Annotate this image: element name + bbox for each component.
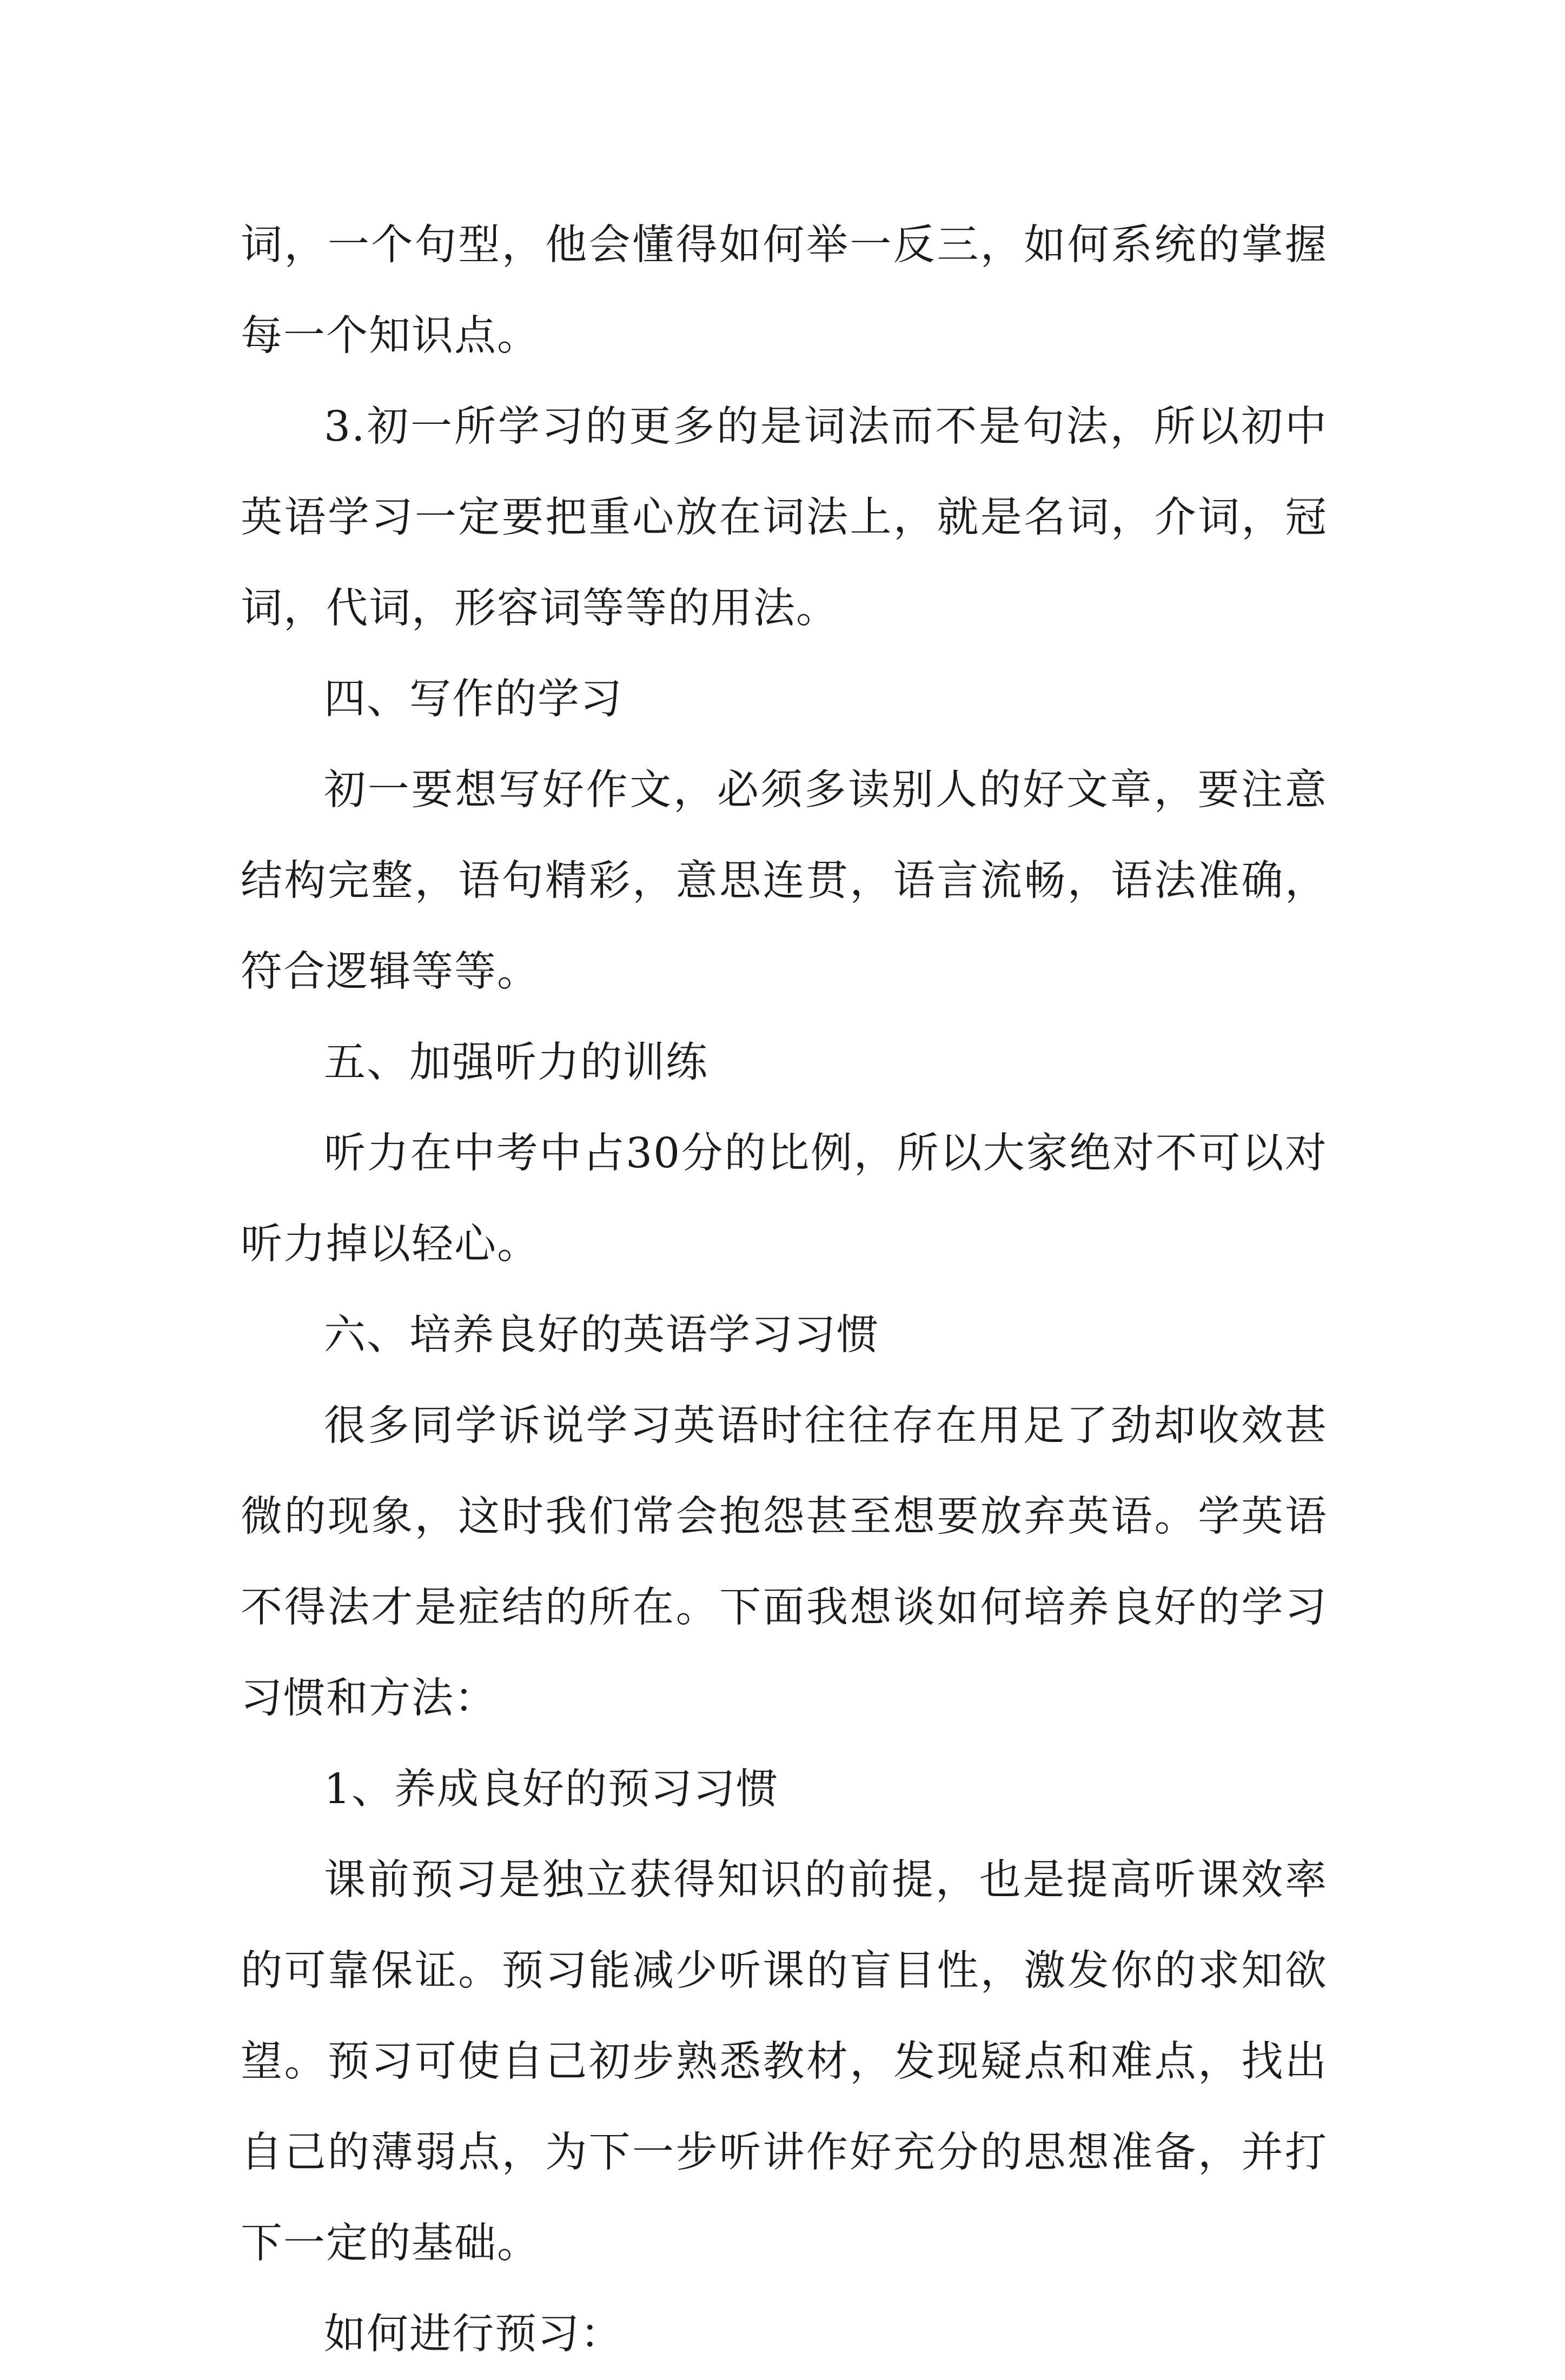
section-heading-writing: 四、写作的学习 bbox=[324, 675, 623, 723]
section-heading-habits: 六、培养良好的英语学习习惯 bbox=[324, 1311, 879, 1359]
paragraph-2: 3.初一所学习的更多的是词法而不是句法，所以初中英语学习一定要把重心放在词法上，就是名词，介词，冠词，代词，形容词等等的用法。 bbox=[241, 403, 1328, 633]
paragraph-4: 听力在中考中占30分的比例，所以大家绝对不可以对听力掉以轻心。 bbox=[241, 1129, 1328, 1268]
paragraph-1: 词，一个句型，他会懂得如何举一反三，如何系统的掌握每一个知识点。 bbox=[241, 221, 1328, 360]
paragraph-6: 课前预习是独立获得知识的前提，也是提高听课效率的可靠保证。预习能减少听课的盲目性，激发你的求知欲望。预习可使自己初步熟悉教材，发现疑点和难点，找出自己的薄弱点，为下一步听讲作好充分的思想准备，并打下一定的基础。 bbox=[241, 1856, 1328, 2268]
paragraph-3: 初一要想写好作文，必须多读别人的好文章，要注意结构完整，语句精彩，意思连贯，语言流畅，语法准确，符合逻辑等等。 bbox=[241, 766, 1328, 996]
document-body bbox=[241, 200, 1328, 2380]
paragraph-5: 很多同学诉说学习英语时往往存在用足了劲却收效甚微的现象，这时我们常会抱怨甚至想要放弃英语。学英语不得法才是症结的所在。下面我想谈如何培养良好的学习习惯和方法： bbox=[241, 1402, 1328, 1723]
section-heading-listening: 五、加强听力的训练 bbox=[324, 1039, 708, 1087]
subsection-heading-preview: 1、养成良好的预习习惯 bbox=[324, 1765, 779, 1813]
paragraph-7: 如何进行预习： bbox=[324, 2310, 623, 2358]
